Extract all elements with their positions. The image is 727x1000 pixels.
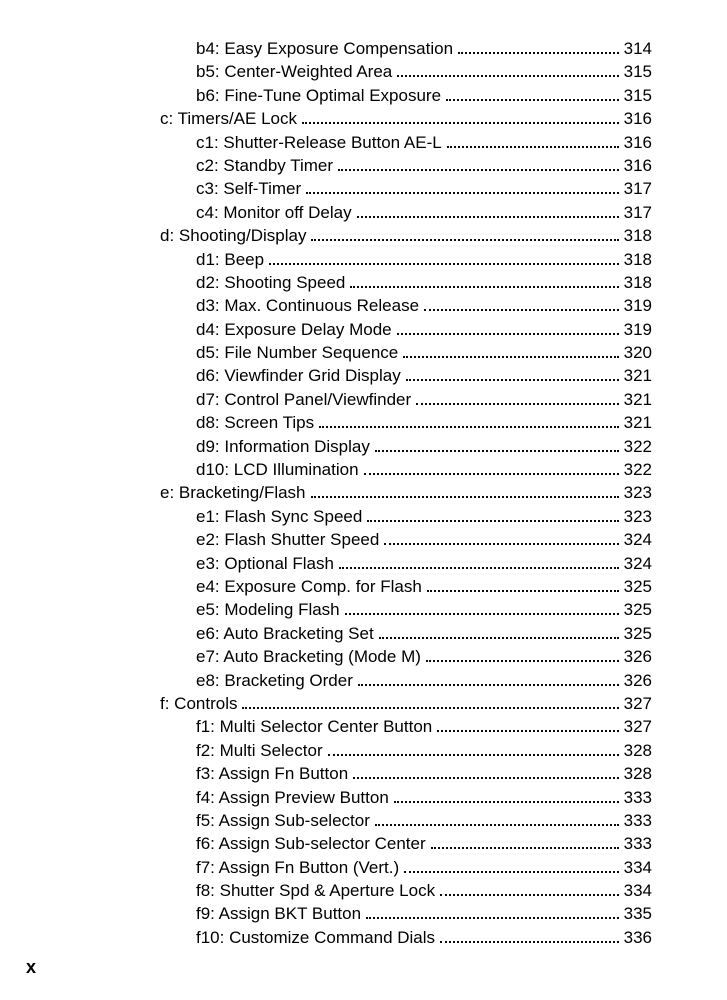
dot-leader: [338, 169, 619, 171]
toc-entry-label: d10: LCD Illumination: [196, 460, 359, 480]
toc-entry[interactable]: [160, 902, 652, 925]
toc-entry[interactable]: [160, 154, 652, 177]
dot-leader: [269, 263, 619, 265]
dot-leader: [447, 146, 619, 148]
toc-entry-page: 318: [623, 226, 652, 246]
page-number: x: [26, 957, 37, 977]
toc-entry[interactable]: [160, 552, 652, 575]
toc-entry-label: d6: Viewfinder Grid Display: [196, 366, 401, 386]
toc-entry-page: 333: [623, 787, 652, 807]
toc-entry-label: f9: Assign BKT Button: [196, 904, 362, 924]
toc-entry[interactable]: [160, 809, 652, 832]
toc-entry-page: 314: [623, 39, 652, 58]
toc-entry[interactable]: [160, 271, 652, 294]
toc-entry-label: e7: Auto Bracketing (Mode M): [196, 647, 421, 667]
dot-leader: [328, 754, 619, 756]
toc-entry[interactable]: [160, 37, 652, 60]
toc-entry-label: e1: Flash Sync Speed: [196, 506, 363, 526]
toc-entry-label: d8: Screen Tips: [196, 413, 315, 433]
toc-entry[interactable]: [160, 224, 652, 247]
toc-entry[interactable]: [160, 60, 652, 83]
toc-entry-label: d9: Information Display: [196, 436, 370, 456]
dot-leader: [375, 824, 619, 826]
toc-entry-label: e5: Modeling Flash: [196, 600, 340, 620]
toc-entry[interactable]: [160, 131, 652, 154]
toc-entry-page: 326: [623, 670, 652, 690]
toc-entry[interactable]: [160, 177, 652, 200]
toc-entry-page: 325: [623, 600, 652, 620]
toc-entry[interactable]: [160, 458, 652, 481]
toc-entry-label: e3: Optional Flash: [196, 553, 334, 573]
dot-leader: [350, 286, 619, 288]
toc-entry[interactable]: [160, 341, 652, 364]
toc-entry[interactable]: [160, 715, 652, 738]
dot-leader: [427, 590, 619, 592]
toc-entry-page: 316: [623, 155, 652, 175]
toc-entry-label: e8: Bracketing Order: [196, 670, 353, 690]
toc-entry[interactable]: [160, 411, 652, 434]
toc-entry-page: 319: [623, 319, 652, 339]
dot-leader: [384, 543, 619, 545]
toc-entry-label: b5: Center-Weighted Area: [196, 62, 393, 82]
dot-leader: [339, 567, 619, 569]
dot-leader: [367, 520, 619, 522]
toc-entry[interactable]: [160, 294, 652, 317]
dot-leader: [416, 403, 619, 405]
dot-leader: [426, 660, 619, 662]
dot-leader: [424, 309, 619, 311]
toc-entry[interactable]: [160, 481, 652, 504]
dot-leader: [379, 637, 619, 639]
toc-entry-label: d3: Max. Continuous Release: [196, 296, 420, 316]
dot-leader: [311, 239, 619, 241]
toc-entry[interactable]: [160, 762, 652, 785]
dot-leader: [306, 192, 619, 194]
toc-entry-label: f: Controls: [160, 693, 238, 713]
toc-entry-label: c1: Shutter-Release Button AE-L: [196, 132, 442, 152]
dot-leader: [375, 450, 619, 452]
toc-entry[interactable]: [160, 786, 652, 809]
toc-entry-page: 325: [623, 623, 652, 643]
dot-leader: [397, 75, 619, 77]
toc-entry[interactable]: [160, 107, 652, 130]
toc-entry-label: f1: Multi Selector Center Button: [196, 717, 433, 737]
dot-leader: [302, 122, 619, 124]
dot-leader: [403, 356, 619, 358]
toc-entry-label: f8: Shutter Spd & Aperture Lock: [196, 881, 436, 901]
toc-entry[interactable]: [160, 739, 652, 762]
toc-entry-label: d2: Shooting Speed: [196, 272, 346, 292]
toc-entry-label: f7: Assign Fn Button (Vert.): [196, 857, 400, 877]
toc-entry[interactable]: [160, 692, 652, 715]
toc-entry[interactable]: [160, 248, 652, 271]
toc-entry-page: 326: [623, 647, 652, 667]
toc-entry-page: 316: [623, 132, 652, 152]
toc-entry[interactable]: [160, 669, 652, 692]
dot-leader: [397, 333, 619, 335]
toc-entry-page: 316: [623, 109, 652, 129]
dot-leader: [311, 496, 619, 498]
dot-leader: [345, 613, 619, 615]
dot-leader: [446, 99, 619, 101]
dot-leader: [394, 801, 619, 803]
toc-entry-page: 327: [623, 693, 652, 713]
toc-list: [160, 37, 652, 949]
toc-entry[interactable]: [160, 318, 652, 341]
toc-entry-page: 321: [623, 413, 652, 433]
dot-leader: [357, 216, 619, 218]
toc-entry-label: d: Shooting/Display: [160, 226, 307, 246]
toc-entry-page: 334: [623, 857, 652, 877]
toc-entry-label: f5: Assign Sub-selector: [196, 810, 370, 830]
toc-entry-label: d1: Beep: [196, 249, 265, 269]
toc-entry-page: 320: [623, 343, 652, 363]
toc-entry-page: 317: [623, 179, 652, 199]
toc-entry-page: 315: [623, 85, 652, 105]
toc-entry[interactable]: [160, 435, 652, 458]
toc-entry-page: 323: [623, 483, 652, 503]
dot-leader: [358, 684, 619, 686]
toc-entry[interactable]: [160, 505, 652, 528]
toc-entry-label: b6: Fine-Tune Optimal Exposure: [196, 85, 442, 105]
toc-entry-label: d5: File Number Sequence: [196, 343, 399, 363]
toc-entry[interactable]: [160, 84, 652, 107]
toc-entry[interactable]: [160, 926, 652, 949]
dot-leader: [364, 473, 619, 475]
toc-entry-label: f6: Assign Sub-selector Center: [196, 834, 426, 854]
dot-leader: [406, 379, 619, 381]
toc-entry-page: 315: [623, 62, 652, 82]
toc-entry-label: f4: Assign Preview Button: [196, 787, 389, 807]
toc-entry-page: 324: [623, 530, 652, 550]
toc-entry-label: b4: Easy Exposure Compensation: [196, 39, 454, 58]
toc-entry-page: 318: [623, 272, 652, 292]
dot-leader: [440, 894, 619, 896]
toc-entry-page: 334: [623, 881, 652, 901]
toc-entry-page: 327: [623, 717, 652, 737]
dot-leader: [437, 730, 619, 732]
toc-entry-page: 324: [623, 553, 652, 573]
toc-entry[interactable]: [160, 879, 652, 902]
toc-entry-label: e: Bracketing/Flash: [160, 483, 306, 503]
toc-entry-page: 325: [623, 576, 652, 596]
toc-entry-label: d7: Control Panel/Viewfinder: [196, 389, 412, 409]
toc-entry-label: e2: Flash Shutter Speed: [196, 530, 380, 550]
toc-entry-page: 335: [623, 904, 652, 924]
toc-entry-page: 333: [623, 810, 652, 830]
toc-entry[interactable]: [160, 622, 652, 645]
toc-entry-label: f3: Assign Fn Button: [196, 764, 349, 784]
toc-entry-page: 323: [623, 506, 652, 526]
toc-entry-label: c4: Monitor off Delay: [196, 202, 352, 222]
toc-entry-page: 328: [623, 740, 652, 760]
toc-entry[interactable]: [160, 364, 652, 387]
toc-entry-label: f2: Multi Selector: [196, 740, 323, 760]
dot-leader: [353, 777, 619, 779]
toc-entry-page: 321: [623, 366, 652, 386]
dot-leader: [319, 426, 619, 428]
toc-entry-label: e4: Exposure Comp. for Flash: [196, 576, 422, 596]
dot-leader: [431, 847, 619, 849]
toc-entry-label: c3: Self-Timer: [196, 179, 302, 199]
toc-entry-label: d4: Exposure Delay Mode: [196, 319, 392, 339]
dot-leader: [366, 917, 619, 919]
toc-entry-page: 328: [623, 764, 652, 784]
toc-entry-page: 318: [623, 249, 652, 269]
toc-entry-page: 322: [623, 460, 652, 480]
toc-entry[interactable]: [160, 388, 652, 411]
toc-entry-page: 319: [623, 296, 652, 316]
toc-entry-page: 336: [623, 927, 652, 947]
dot-leader: [458, 52, 619, 54]
toc-entry[interactable]: [160, 832, 652, 855]
toc-entry-label: e6: Auto Bracketing Set: [196, 623, 374, 643]
toc-entry-page: 321: [623, 389, 652, 409]
toc-entry-label: c2: Standby Timer: [196, 155, 334, 175]
toc-entry[interactable]: [160, 856, 652, 879]
toc-entry-page: 322: [623, 436, 652, 456]
toc-entry[interactable]: [160, 598, 652, 621]
dot-leader: [404, 871, 619, 873]
dot-leader: [440, 941, 619, 943]
dot-leader: [242, 707, 619, 709]
toc-entry-label: f10: Customize Command Dials: [196, 927, 436, 947]
toc-entry[interactable]: [160, 575, 652, 598]
toc-entry-page: 317: [623, 202, 652, 222]
toc-entry-page: 333: [623, 834, 652, 854]
toc-entry-label: c: Timers/AE Lock: [160, 109, 297, 129]
toc-entry[interactable]: [160, 645, 652, 668]
toc-entry[interactable]: [160, 528, 652, 551]
toc-entry[interactable]: [160, 201, 652, 224]
